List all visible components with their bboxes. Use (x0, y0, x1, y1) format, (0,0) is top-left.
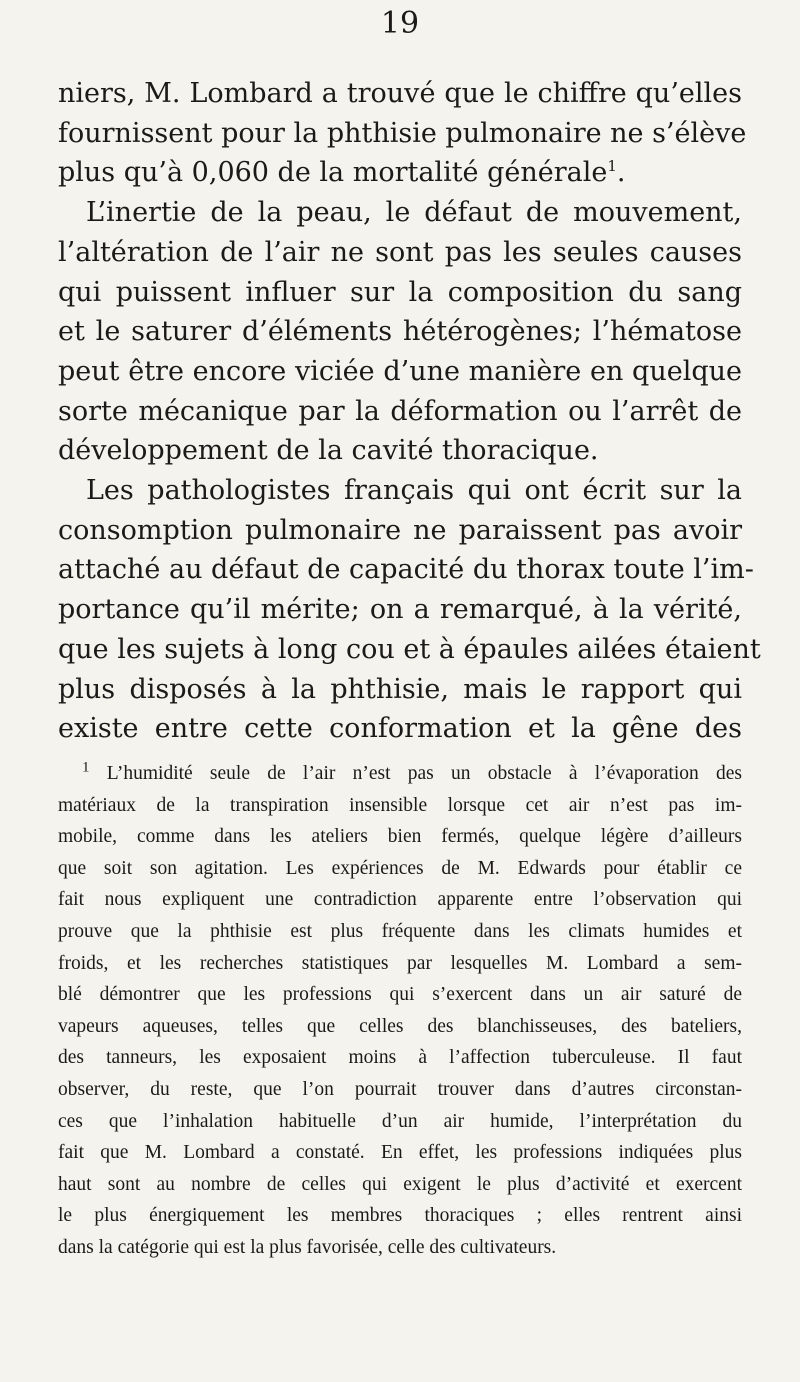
text-line (58, 431, 742, 471)
text-line-content: portance qu’il mérite; on a remarqué, à la vérité, (58, 594, 742, 626)
text-line (58, 233, 742, 273)
text-line (58, 550, 754, 590)
text-line (58, 630, 761, 670)
text-line-content: sorte mécanique par la déformation ou l’arrêt de (58, 395, 742, 427)
footnote-line-content: que soit son agitation. Les expériences de M. Edwards pour établir ce (58, 857, 742, 879)
text-line-content: fournissent pour la phthisie pulmonaire ne s’élève (58, 117, 747, 149)
text-line (58, 590, 742, 630)
punctuation: . (616, 157, 626, 189)
footnote-line-content: observer, du reste, que l’on pourrait trouver dans d’autres circonstan- (58, 1078, 742, 1100)
footnote-line-content: fait nous expliquent une contradiction apparente entre l’observation qui (58, 889, 742, 911)
text-line-content: qui puissent influer sur la composition du sang (58, 276, 742, 308)
footnote-line (58, 1106, 742, 1138)
footnote-line-content: haut sont au nombre de celles qui exigent le plus d’activité et exercent (58, 1173, 742, 1195)
footnote-line (58, 1200, 742, 1232)
footnote-line (58, 1074, 742, 1106)
footnote-line-content: froids, et les recherches statistiques par lesquelles M. Lombard a sem- (58, 952, 742, 974)
footnote-line (58, 1042, 742, 1074)
text-line-content: consomption pulmonaire ne paraissent pas avoir (58, 514, 742, 546)
footnote-line-content: matériaux de la transpiration insensible lorsque cet air n’est pas im- (58, 794, 742, 816)
text-line-content: développement de la cavité thoracique. (58, 435, 599, 467)
footnote-line-content: fait que M. Lombard a constaté. En effet, les professions indiquées plus (58, 1142, 742, 1164)
text-line-content: Les pathologistes français qui ont écrit sur la (86, 475, 742, 507)
text-line-content: l’altération de l’air ne sont pas les seules causes (58, 236, 742, 268)
text-line-content: niers, M. Lombard a trouvé que le chiffre qu’elles (58, 78, 742, 109)
footnote-line-content: des tanneurs, les exposaient moins à l’affection tuberculeuse. Il faut (58, 1047, 742, 1069)
footnote-line (58, 758, 742, 790)
footnote-line-content: mobile, comme dans les ateliers bien fermés, quelque légère d’ailleurs (58, 826, 742, 848)
text-line (58, 392, 742, 432)
footnote-reference: 1 (607, 157, 617, 176)
footnote-line-content: ces que l’inhalation habituelle d’un air humide, l’interprétation du (58, 1110, 742, 1132)
text-line (58, 114, 747, 154)
text-line (58, 273, 742, 313)
footnote-line (58, 853, 742, 885)
text-line (58, 670, 742, 710)
footnote-line (58, 979, 742, 1011)
footnote-line-content: blé démontrer que les professions qui s’exercent dans un air saturé de (58, 984, 742, 1006)
footnote-line (58, 916, 742, 948)
text-line (58, 74, 742, 114)
text-line-content: attaché au défaut de capacité du thorax toute l’im- (58, 554, 754, 586)
text-line-content: peut être encore viciée d’une manière en quelque (58, 355, 742, 387)
footnote-line (58, 884, 742, 916)
text-line-content: L’inertie de la peau, le défaut de mouvement, (86, 197, 742, 229)
main-text (58, 74, 761, 749)
footnote-line (58, 1232, 742, 1264)
footnote-line (58, 790, 742, 822)
text-line (58, 153, 742, 193)
footnote-line (58, 1011, 742, 1043)
footnote-marker: 1 (82, 759, 90, 776)
footnote-line-content: prouve que la phthisie est plus fréquente dans les climats humides et (58, 920, 742, 942)
page-number: 19 (380, 6, 420, 41)
footnote-line (58, 948, 742, 980)
footnote-line-content: vapeurs aqueuses, telles que celles des blanchisseuses, des bateliers, (58, 1015, 742, 1037)
text-line (58, 511, 742, 551)
text-line (58, 193, 742, 233)
text-line (58, 352, 742, 392)
text-line-content: plus disposés à la phthisie, mais le rapport qui (58, 673, 742, 705)
footnote-line-content: dans la catégorie qui est la plus favorisée, celle des cultivateurs. (58, 1236, 557, 1258)
text-line (58, 312, 742, 352)
text-line-content: existe entre cette conformation et la gêne des (58, 713, 742, 745)
footnote-line-content: L’humidité seule de l’air n’est pas un obstacle à l’évaporation des (106, 763, 742, 784)
text-line (58, 709, 742, 749)
footnote (58, 758, 742, 1264)
footnote-line (58, 1169, 742, 1201)
footnote-line (58, 1137, 742, 1169)
text-line-content: que les sujets à long cou et à épaules ailées étaient (58, 633, 761, 665)
footnote-line-content: le plus énergiquement les membres thoraciques ; elles rentrent ainsi (58, 1205, 742, 1227)
text-line-content: et le saturer d’éléments hétérogènes; l’hématose (58, 316, 742, 348)
text-line-content: plus qu’à 0,060 de la mortalité générale (58, 157, 608, 189)
footnote-line (58, 821, 742, 853)
text-line (58, 471, 742, 511)
